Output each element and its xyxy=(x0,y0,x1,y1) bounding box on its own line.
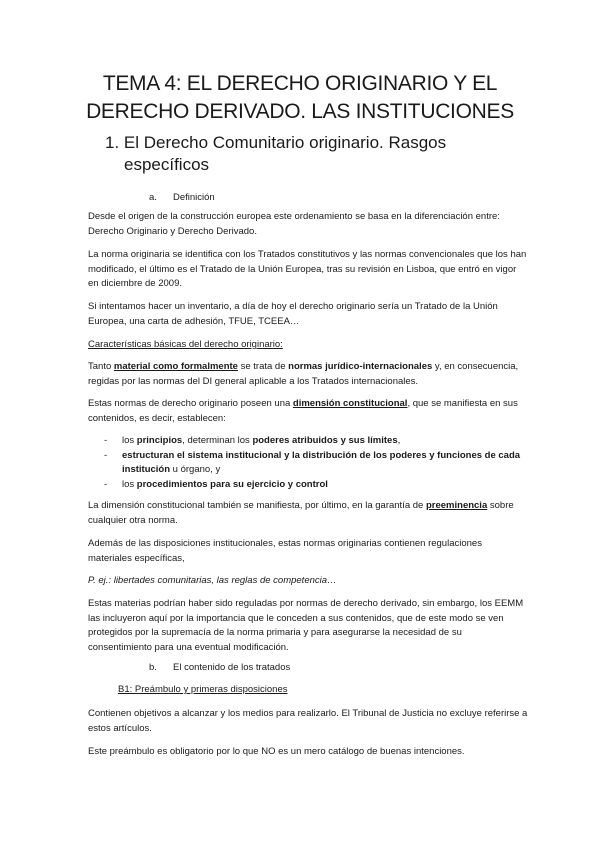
list-item xyxy=(88,434,528,449)
emphasis-text: material como formalmente xyxy=(113,361,238,372)
paragraph-objetivos: Contienen objetivos a alcanzar y los medios para realizarlo. El Tribunal de Justicia no excluye referirse a estos artículos. xyxy=(88,708,528,734)
list-item xyxy=(88,449,528,478)
subsection-a-letter: a. xyxy=(149,192,157,203)
text-run: y, en consecuencia, regidas por las normas del DI general aplicable a los Tratados internacionales. xyxy=(88,361,519,387)
paragraph-materias: Estas materias podrían haber sido reguladas por normas de derecho derivado, sin embargo, los EEMM las incluyeron aquí por la importancia que le conceden a sus contenidos, que de este modo se ven protegidos por la supremacía de la norma primaria y para asegurarse la necesidad de su consentimiento para una eventual modificación. xyxy=(88,598,524,653)
title-line-1: TEMA 4: EL DERECHO ORIGINARIO Y EL xyxy=(102,72,498,95)
bullet-dash: - xyxy=(104,435,108,446)
text-run: se trata de xyxy=(237,361,289,372)
emphasis-text: poderes atribuidos y sus límites xyxy=(252,435,398,446)
subsection-a-label: Definición xyxy=(173,192,215,203)
paragraph-norma-originaria: La norma originaria se identifica con los Tratados constitutivos y las normas convencionales que los han modificado, el último es el Tratado de la Unión Europea, tras su revisión en Lisboa, que entró en vigor en diciembre de 2009. xyxy=(88,249,527,289)
emphasis-text: procedimientos para su ejercicio y control xyxy=(136,478,328,490)
b1-heading: B1: Preámbulo y primeras disposiciones xyxy=(118,684,288,695)
paragraph-dimension-constitucional xyxy=(88,397,528,426)
text-run: sobre cualquier otra norma. xyxy=(88,500,514,526)
list-item xyxy=(88,478,528,493)
paragraph-preeminencia xyxy=(88,499,528,528)
paragraph-material-formal xyxy=(88,360,528,389)
paragraph-inventario: Si intentamos hacer un inventario, a día de hoy el derecho originario sería un Tratado de la Unión Europea, una carta de adhesión, TFUE, TCEEA… xyxy=(88,301,498,327)
title-line-2: DERECHO DERIVADO. LAS INSTITUCIONES xyxy=(86,100,514,123)
paragraph-ejemplo: P. ej.: libertades comunitarias, las reglas de competencia… xyxy=(88,575,337,586)
emphasis-text: normas jurídico-internacionales xyxy=(288,361,433,372)
text-run: Estas normas de derecho originario poseen una xyxy=(88,398,293,409)
text-run: La dimensión constitucional también se manifiesta, por último, en la garantía de xyxy=(88,500,426,511)
text-run: los xyxy=(122,435,137,446)
text-run: los xyxy=(122,478,137,490)
text-run: u órgano, y xyxy=(170,464,221,475)
paragraph-disposiciones: Además de las disposiciones institucionales, estas normas originarias contienen regulaciones materiales específicas, xyxy=(88,538,482,564)
section-title-line-1: El Derecho Comunitario originario. Rasgos xyxy=(123,133,447,152)
bullet-list xyxy=(88,434,528,492)
paragraph-preambulo: Este preámbulo es obligatorio por lo que NO es un mero catálogo de buenas intenciones. xyxy=(88,746,465,757)
paragraph-origin: Desde el origen de la construcción europea este ordenamiento se basa en la diferenciación entre: Derecho Originario y Derecho Derivado. xyxy=(88,211,500,237)
section-heading xyxy=(105,132,446,154)
bullet-dash: - xyxy=(104,478,108,490)
section-title-line-2: específicos xyxy=(124,155,210,174)
emphasis-text: principios xyxy=(136,435,183,446)
emphasis-text: dimensión constitucional xyxy=(292,398,408,409)
text-run: , determinan los xyxy=(182,435,253,446)
subsection-b-letter: b. xyxy=(149,662,157,673)
section-number: 1. xyxy=(105,133,120,152)
text-run: , que se manifiesta en sus contenidos, es decir, establecen: xyxy=(88,398,518,424)
subsection-b-label: El contenido de los tratados xyxy=(173,662,291,673)
emphasis-text: preeminencia xyxy=(425,500,488,511)
caracteristicas-heading: Características básicas del derecho originario: xyxy=(88,339,283,350)
text-run: Tanto xyxy=(88,361,114,372)
document-title xyxy=(60,70,540,126)
text-run: , xyxy=(397,435,401,446)
emphasis-text: estructuran el sistema institucional y la distribución de los poderes y funciones de cada institución xyxy=(122,449,521,475)
bullet-dash: - xyxy=(104,449,108,461)
